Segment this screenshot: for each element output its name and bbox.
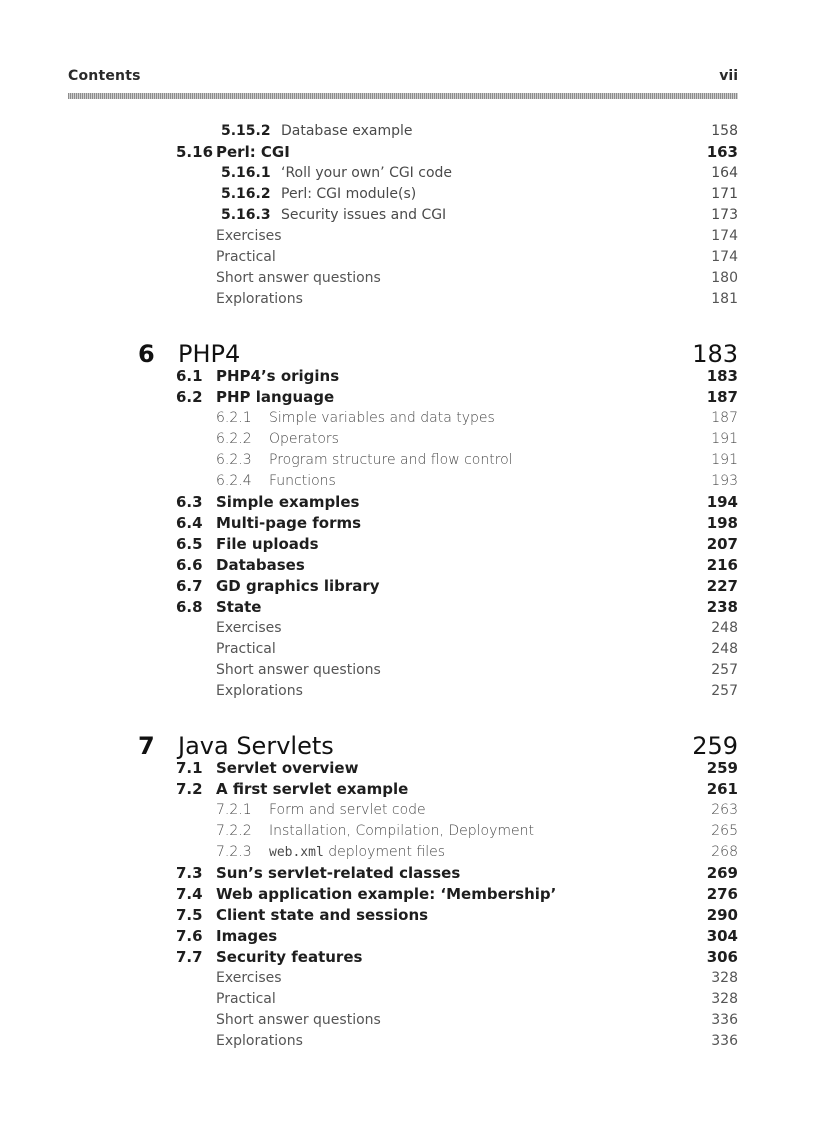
toc-title: Images xyxy=(216,927,278,945)
toc-section xyxy=(216,429,738,450)
toc-title: Servlet overview xyxy=(216,759,359,777)
toc-page-number: 227 xyxy=(706,577,738,595)
toc-section xyxy=(221,205,738,226)
toc-page-number: 164 xyxy=(711,165,738,181)
toc-extra-item xyxy=(216,660,738,681)
toc-page-number: 268 xyxy=(711,844,738,860)
toc-extra-item xyxy=(216,989,738,1010)
toc-section xyxy=(176,534,738,555)
toc-section xyxy=(176,863,738,884)
toc-page-number: 290 xyxy=(706,906,738,924)
toc-title: Perl: CGI xyxy=(216,143,290,161)
toc-title: PHP language xyxy=(216,388,335,406)
toc-section xyxy=(216,471,738,492)
toc-page-number: 174 xyxy=(711,249,738,265)
toc-section xyxy=(216,842,738,863)
toc-title: State xyxy=(216,598,262,616)
toc-page-number: 257 xyxy=(711,662,738,678)
toc-number: 6.2.3 xyxy=(216,452,252,468)
toc-section xyxy=(221,184,738,205)
toc-number: 6 xyxy=(138,340,155,368)
toc-page-number: 238 xyxy=(706,598,738,616)
toc-section xyxy=(221,121,738,142)
toc-page-number: 163 xyxy=(706,143,738,161)
toc-number: 7.2.1 xyxy=(216,802,252,818)
toc-number: 6.2 xyxy=(176,388,203,406)
toc-page-number: 328 xyxy=(711,970,738,986)
toc-title: Exercises xyxy=(216,970,282,986)
toc-page-number: 207 xyxy=(706,535,738,553)
toc-title: Explorations xyxy=(216,1033,303,1049)
toc-title-rest: deployment files xyxy=(328,844,446,860)
toc-number: 6.1 xyxy=(176,367,203,385)
toc-title: Databases xyxy=(216,556,305,574)
toc-title: Operators xyxy=(269,431,339,447)
toc-title: Practical xyxy=(216,641,276,657)
toc-number: 6.3 xyxy=(176,493,203,511)
toc-page-number: 191 xyxy=(711,452,738,468)
toc-section xyxy=(176,576,738,597)
header-rule xyxy=(68,93,738,99)
toc-page-number: 216 xyxy=(706,556,738,574)
toc-title: Installation, Compilation, Deployment xyxy=(269,823,535,839)
toc-title: Security issues and CGI xyxy=(281,207,447,223)
toc-title: Explorations xyxy=(216,291,303,307)
toc-title xyxy=(269,842,445,863)
toc-number: 7.7 xyxy=(176,948,203,966)
toc-title: Perl: CGI module(s) xyxy=(281,186,417,202)
toc-title: Security features xyxy=(216,948,363,966)
toc-number: 6.5 xyxy=(176,535,203,553)
toc-number: 5.16 xyxy=(176,143,214,161)
toc-title: GD graphics library xyxy=(216,577,380,595)
toc-number: 6.7 xyxy=(176,577,203,595)
toc-page-number: 265 xyxy=(711,823,738,839)
toc-page-number: 158 xyxy=(711,123,738,139)
toc-page-number: 183 xyxy=(706,367,738,385)
page-header xyxy=(68,68,738,90)
toc-extra-item xyxy=(216,968,738,989)
toc-page-number: 257 xyxy=(711,683,738,699)
toc-section xyxy=(176,758,738,779)
toc-section xyxy=(176,905,738,926)
toc-page-number: 336 xyxy=(711,1033,738,1049)
toc-extra-item xyxy=(216,1031,738,1052)
toc-extra-item xyxy=(216,618,738,639)
toc-section xyxy=(221,163,738,184)
toc-extra-item xyxy=(216,247,738,268)
toc-page-number: 187 xyxy=(706,388,738,406)
toc-section xyxy=(176,926,738,947)
toc-title: A first servlet example xyxy=(216,780,409,798)
toc-page-number: 174 xyxy=(711,228,738,244)
toc-title: Short answer questions xyxy=(216,662,381,678)
toc-title: Exercises xyxy=(216,620,282,636)
toc-page-number: 173 xyxy=(711,207,738,223)
toc-title: Multi-page forms xyxy=(216,514,362,532)
toc-page-number: 336 xyxy=(711,1012,738,1028)
toc-page-number: 171 xyxy=(711,186,738,202)
toc-number: 7.4 xyxy=(176,885,203,903)
toc-title: Simple variables and data types xyxy=(269,410,495,426)
toc-number: 7 xyxy=(138,732,155,760)
toc-title: Explorations xyxy=(216,683,303,699)
toc-extra-item xyxy=(216,639,738,660)
toc-number: 7.2 xyxy=(176,780,203,798)
toc-number: 6.8 xyxy=(176,598,203,616)
toc-number: 7.3 xyxy=(176,864,203,882)
toc-number: 6.2.1 xyxy=(216,410,252,426)
toc-page-number: 263 xyxy=(711,802,738,818)
toc-title: Web application example: ‘Membership’ xyxy=(216,885,557,903)
toc-section xyxy=(216,821,738,842)
toc-section xyxy=(176,555,738,576)
toc-page-number: 261 xyxy=(706,780,738,798)
toc-number: 5.15.2 xyxy=(221,123,271,139)
toc-title: Database example xyxy=(281,123,413,139)
toc-section xyxy=(216,800,738,821)
toc-page-number: 191 xyxy=(711,431,738,447)
toc-section xyxy=(176,947,738,968)
toc-number: 7.6 xyxy=(176,927,203,945)
toc-page-number: 276 xyxy=(706,885,738,903)
toc-code-term: web.xml xyxy=(269,845,324,860)
toc-number: 7.2.2 xyxy=(216,823,252,839)
toc-page-number: 198 xyxy=(706,514,738,532)
toc-extra-item xyxy=(216,226,738,247)
toc-page-number: 193 xyxy=(711,473,738,489)
toc-section xyxy=(216,408,738,429)
toc-section xyxy=(176,513,738,534)
toc-section xyxy=(176,387,738,408)
toc-title: File uploads xyxy=(216,535,319,553)
toc-number: 6.2.4 xyxy=(216,473,252,489)
toc-title: Java Servlets xyxy=(178,732,334,760)
toc-section xyxy=(176,142,738,163)
toc-section xyxy=(176,366,738,387)
toc-title: Short answer questions xyxy=(216,270,381,286)
toc-number: 7.2.3 xyxy=(216,844,252,860)
toc-page-number: 328 xyxy=(711,991,738,1007)
page-number: vii xyxy=(719,68,738,84)
toc-page-number: 183 xyxy=(692,340,738,368)
toc-title: Simple examples xyxy=(216,493,360,511)
toc-extra-item xyxy=(216,1010,738,1031)
toc-title: PHP4 xyxy=(178,340,241,368)
toc-title: Practical xyxy=(216,991,276,1007)
toc-title: Functions xyxy=(269,473,336,489)
toc-section xyxy=(176,597,738,618)
toc-page-number: 259 xyxy=(706,759,738,777)
running-head-title: Contents xyxy=(68,68,141,84)
toc-title: Exercises xyxy=(216,228,282,244)
toc-number: 7.5 xyxy=(176,906,203,924)
toc-number: 6.2.2 xyxy=(216,431,252,447)
toc-section xyxy=(176,779,738,800)
toc-page-number: 248 xyxy=(711,620,738,636)
toc-extra-item xyxy=(216,289,738,310)
toc-extra-item xyxy=(216,268,738,289)
toc-title: Sun’s servlet-related classes xyxy=(216,864,461,882)
toc-page-number: 306 xyxy=(706,948,738,966)
toc-page-number: 304 xyxy=(706,927,738,945)
toc-extra-item xyxy=(216,681,738,702)
toc-title: PHP4’s origins xyxy=(216,367,340,385)
toc-page-number: 194 xyxy=(706,493,738,511)
toc-number: 5.16.3 xyxy=(221,207,271,223)
toc-page-number: 180 xyxy=(711,270,738,286)
toc-title: Short answer questions xyxy=(216,1012,381,1028)
toc-number: 6.4 xyxy=(176,514,203,532)
toc-number: 5.16.1 xyxy=(221,165,271,181)
toc-title: Practical xyxy=(216,249,276,265)
toc-section xyxy=(176,492,738,513)
toc-page-number: 248 xyxy=(711,641,738,657)
toc-page-number: 187 xyxy=(711,410,738,426)
toc-section xyxy=(176,884,738,905)
toc-title: Form and servlet code xyxy=(269,802,426,818)
toc-number: 5.16.2 xyxy=(221,186,271,202)
toc-number: 7.1 xyxy=(176,759,203,777)
toc-section xyxy=(216,450,738,471)
toc-title: Client state and sessions xyxy=(216,906,429,924)
toc-page-number: 259 xyxy=(692,732,738,760)
toc-page-number: 269 xyxy=(706,864,738,882)
toc-title: Program structure and flow control xyxy=(269,452,513,468)
toc-page-number: 181 xyxy=(711,291,738,307)
toc-title: ‘Roll your own’ CGI code xyxy=(281,165,453,181)
toc-number: 6.6 xyxy=(176,556,203,574)
